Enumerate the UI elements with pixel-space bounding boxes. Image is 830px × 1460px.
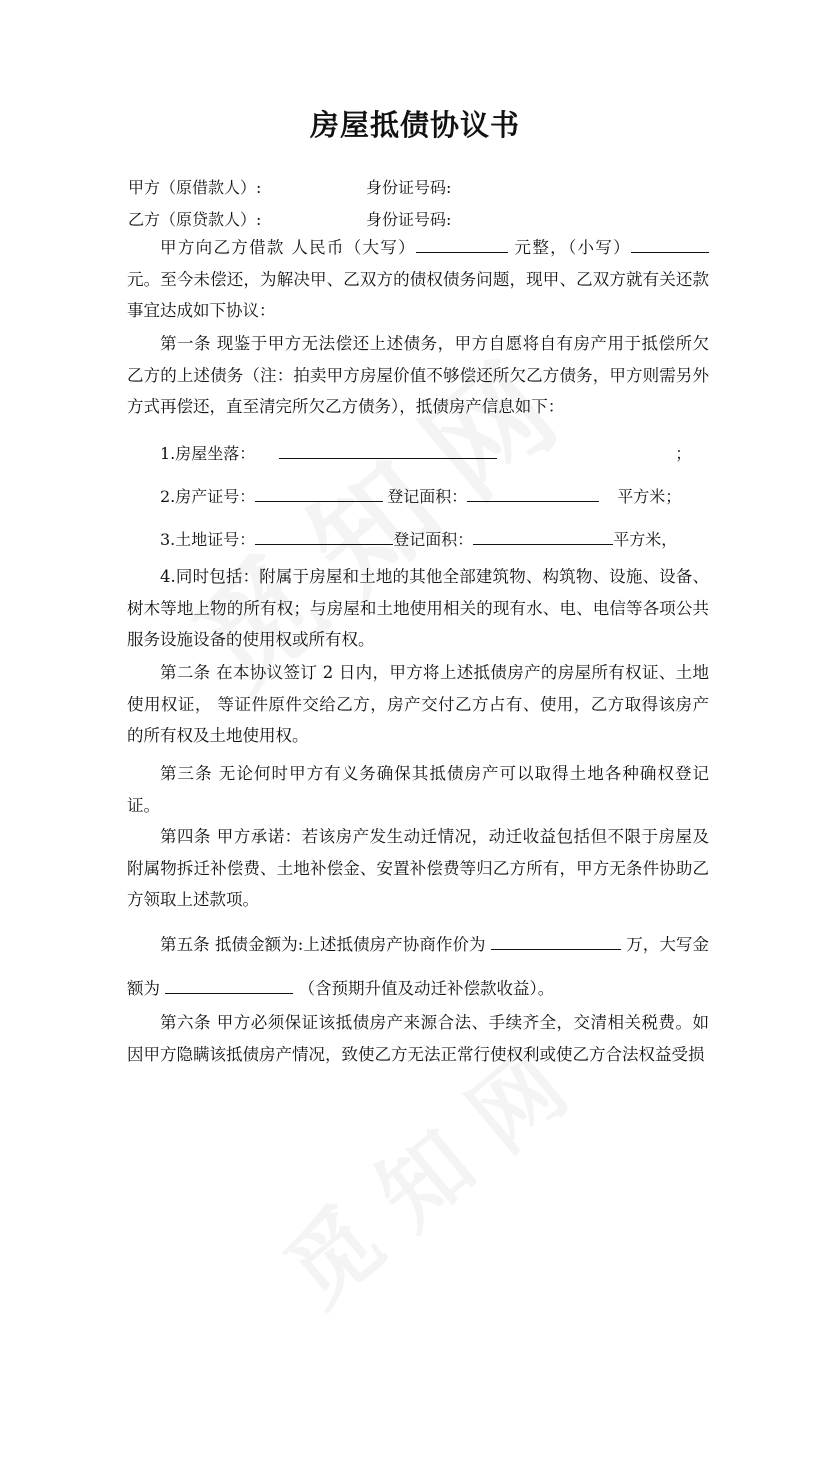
item-3-unit: 平方米， [613,530,678,549]
item-2-label: 2.房产证号： [160,487,256,506]
party-b-id-label: 身份证号码: [366,210,452,229]
item-2-area-label: 登记面积： [387,487,468,506]
article-1: 第一条 现鉴于甲方无法偿还上述债务，甲方自愿将自有房产用于抵偿所欠乙方的上述债务（注：拍卖甲方房屋价值不够偿还所欠乙方债务，甲方则需另外方式再偿还，直至清完所欠乙方债务），抵债房产信息如下： [127,334,709,416]
article-5-text-2: 万，大写 [620,935,693,954]
document-title: 房屋抵债协议书 [309,108,520,142]
party-b-label: 乙方（原贷款人）: [128,210,262,229]
item-2-line [160,484,681,507]
party-a-label: 甲方（原借款人）: [128,178,262,197]
party-a-id-label: 身份证号码: [366,178,452,197]
property-area-blank [467,485,599,502]
price-words-blank [165,977,293,995]
item-1-end: ； [675,444,692,463]
article-6: 第六条 甲方必须保证该抵债房产来源合法、手续齐全，交清相关税费。如因甲方隐瞒该抵债房产情况，致使乙方无法正常行使权利或使乙方合法权益受损 [127,1013,709,1064]
item-1-line [160,441,691,464]
location-blank [279,442,497,459]
land-area-blank [473,528,613,545]
intro-paragraph [127,232,709,327]
loan-amount-words-blank [416,236,508,254]
party-b-line [128,207,451,230]
intro-text-3: 元。至今未偿还，为解决甲、乙双方的债权债务问题，现甲、乙双方就有关还款事宜达成如下协议： [127,269,709,320]
item-2-unit: 平方米； [617,487,682,506]
item-1-label: 1.房屋坐落： [160,444,256,463]
property-cert-blank [255,485,383,502]
item-3-line [160,527,677,550]
item-3-area-label: 登记面积： [393,530,474,549]
article-5-text-1: 第五条 抵债金额为:上述抵债房产协商作价为 [160,935,491,954]
article-2: 第二条 在本协议签订 2 日内，甲方将上述抵债房产的房屋所有权证、土地使用权证， 等证件原件交给乙方，房产交付乙方占有、使用，乙方取得该房产的所有权及土地使用权。 [127,663,709,745]
article-3: 第三条 无论何时甲方有义务确保其抵债房产可以取得土地各种确权登记证。 [127,764,709,815]
article-5-text-4: （含预期升值及动迁补偿款收益）。 [293,979,555,998]
price-blank [491,933,621,951]
article-5-text-3: 金额为 [127,935,709,998]
item-4: 4.同时包括：附属于房屋和土地的其他全部建筑物、构筑物、设施、设备、树木等地上物的所有权；与房屋和土地使用相关的现有水、电、电信等各项公共服务设施设备的使用权或所有权。 [127,567,709,649]
intro-text-2: 元整，（小写） [507,238,632,257]
article-4: 第四条 甲方承诺：若该房产发生动迁情况，动迁收益包括但不限于房屋及附属物拆迁补偿费、土地补偿金、安置补偿费等归乙方所有，甲方无条件协助乙方领取上述款项。 [127,827,709,909]
intro-text-1: 甲方向乙方借款 人民币（大写） [160,238,416,257]
article-5 [127,923,709,1011]
item-3-label: 3.土地证号： [160,530,256,549]
party-a-line [128,175,451,198]
loan-amount-figures-blank [631,236,709,254]
land-cert-blank [255,528,393,545]
